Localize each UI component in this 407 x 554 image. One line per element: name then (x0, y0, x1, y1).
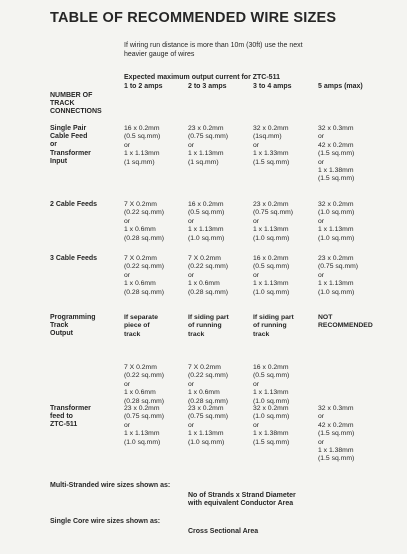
row-label-line: Transformer (50, 149, 91, 157)
row-label-line: Cable Feed (50, 133, 88, 141)
cell-line: or (188, 141, 195, 149)
cell-line: (0.5 sq.mm) (188, 209, 225, 217)
cell-line: 1 x 1.38mm (318, 447, 354, 455)
cell-line: or (188, 217, 195, 225)
cell-line: (1.0 sq.mm) (253, 397, 290, 405)
cell-line: 23 x 0.2mm (253, 201, 289, 208)
cell-line: (0.22 sq.mm) (188, 263, 229, 271)
cell-line: track (124, 330, 141, 338)
row-label-line: Track (50, 322, 69, 330)
row-label (50, 125, 91, 166)
cell-line: If siding part (253, 314, 294, 321)
cell-line: 1 x 0.6mm (188, 389, 220, 397)
column-header-2: 2 to 3 amps (188, 83, 227, 90)
row-label (50, 201, 97, 209)
cell-line: 1 x 0.6mm (124, 389, 156, 397)
cell-line: 1 x 1.13mm (318, 280, 354, 288)
row-label (50, 405, 91, 430)
cell-line: (1.0 sq.mm) (253, 288, 290, 296)
cell-line: track (253, 330, 270, 338)
cell-line: (0.75 sq.mm) (318, 263, 359, 271)
format-line: with equivalent Conductor Area (188, 500, 294, 508)
single-core-format: Cross Sectional Area (188, 528, 259, 535)
cell-line: 32 x 0.3mm (318, 405, 354, 412)
cell-line: (1 sq.mm) (124, 158, 155, 166)
table-cell (124, 364, 164, 406)
table-cell (253, 201, 293, 243)
cell-line: or (318, 133, 325, 141)
cell-line: (1.0 sq.mm) (318, 234, 355, 242)
row-label-line: 3 Cable Feeds (50, 255, 98, 262)
row-label-line: feed to (50, 413, 73, 421)
cell-line: (1 sq.mm) (188, 158, 219, 166)
cell-line: NOT (318, 314, 333, 321)
cell-line: (0.5 sq.mm) (124, 133, 161, 141)
cell-line: 7 X 0.2mm (188, 255, 221, 262)
cell-line: 16 x 0.2mm (124, 125, 160, 132)
cell-line: 32 x 0.3mm (318, 125, 354, 132)
cell-line: (1.0 sq.mm) (318, 288, 355, 296)
cell-line: 23 x 0.2mm (318, 255, 354, 262)
column-header-1: 1 to 2 amps (124, 83, 163, 90)
cell-line: (1.5 sq.mm) (318, 150, 355, 158)
table-cell (124, 255, 164, 297)
cell-line: or (318, 438, 325, 446)
cell-line: 1 x 0.6mm (188, 280, 220, 288)
cell-line: or (124, 421, 131, 429)
table-cell (188, 314, 229, 339)
multi-stranded-format (188, 492, 296, 508)
cell-line: 1 x 1.33mm (253, 150, 289, 158)
cell-line: (1.5 sq.mm) (318, 455, 355, 463)
table-cell (318, 255, 358, 297)
column-header-4: 5 amps (max) (318, 83, 363, 90)
cell-line: 7 X 0.2mm (124, 255, 157, 262)
cell-line: (0.22 sq.mm) (188, 372, 229, 380)
row-label-line: or (50, 141, 57, 149)
cell-line: 7 X 0.2mm (124, 364, 157, 371)
cell-line: (1.0 sq.mm) (253, 413, 290, 421)
table-cell (188, 255, 228, 297)
cell-line: If separate (124, 314, 159, 321)
cell-line: (0.28 sq.mm) (124, 234, 165, 242)
cell-line: 23 x 0.2mm (188, 405, 224, 412)
single-core-label: Single Core wire sizes shown as: (50, 518, 161, 525)
cell-line: of running (253, 322, 287, 330)
cell-line: or (253, 380, 260, 388)
cell-line: piece of (124, 322, 150, 330)
table-cell (124, 314, 158, 339)
cell-line: 16 x 0.2mm (253, 364, 289, 371)
cell-line: (0.75 sq.mm) (188, 133, 229, 141)
cell-line: or (124, 380, 131, 388)
cell-line: 1 x 0.6mm (124, 280, 156, 288)
cell-line: (1.0 sq.mm) (188, 234, 225, 242)
table-cell (318, 314, 373, 331)
expected-current-header: Expected maximum output current for ZTC-511 (124, 74, 280, 81)
table-cell (253, 314, 294, 339)
cell-line: or (253, 141, 260, 149)
multi-stranded-label: Multi-Stranded wire sizes shown as: (50, 482, 171, 489)
cell-line: 1 x 1.13mm (188, 226, 224, 234)
cell-line: or (253, 271, 260, 279)
table-cell (318, 201, 354, 243)
row-header-line: NUMBER OF (50, 92, 93, 99)
cell-line: 32 x 0.2mm (253, 405, 289, 412)
table-cell (318, 125, 354, 184)
cell-line: 1 x 1.13mm (253, 226, 289, 234)
table-cell (318, 405, 354, 464)
cell-line: track (188, 330, 205, 338)
cell-line: (0.75 sq.mm) (124, 413, 165, 421)
row-header-line: CONNECTIONS (50, 108, 102, 116)
table-cell (124, 125, 160, 167)
cell-line: 1 x 1.13mm (253, 280, 289, 288)
cell-line: 32 x 0.2mm (253, 125, 289, 132)
cell-line: or (188, 271, 195, 279)
cell-line: (1.0 sq.mm) (188, 438, 225, 446)
table-cell (188, 125, 228, 167)
cell-line: (0.5 sq.mm) (253, 263, 290, 271)
cell-line: or (318, 271, 325, 279)
table-cell (124, 201, 164, 243)
row-label-line: Input (50, 157, 68, 165)
cell-line: (0.22 sq.mm) (124, 372, 165, 380)
cell-line: or (318, 158, 325, 166)
row-label-line: Programming (50, 314, 96, 321)
cell-line: (0.28 sq.mm) (124, 288, 165, 296)
cell-line: or (253, 421, 260, 429)
cell-line: 1 x 1.13mm (124, 150, 160, 158)
cell-line: 16 x 0.2mm (253, 255, 289, 262)
row-label (50, 314, 96, 339)
cell-line: 42 x 0.2mm (318, 421, 354, 429)
table-cell (188, 201, 224, 243)
table-cell (253, 405, 289, 447)
table-cell (124, 405, 164, 447)
cell-line: (0.75 sq.mm) (188, 413, 229, 421)
cell-line: If siding part (188, 314, 229, 321)
cell-line: 1 x 1.13mm (253, 389, 289, 397)
cell-line: (1.0 sq.mm) (253, 234, 290, 242)
cell-line: (0.22 sq.mm) (124, 263, 165, 271)
row-label (50, 255, 97, 263)
cell-line: 1 x 0.6mm (124, 226, 156, 234)
cell-line: (1.0 sq.mm) (124, 438, 161, 446)
table-cell (188, 364, 228, 406)
cell-line: or (188, 380, 195, 388)
cell-line: 7 X 0.2mm (188, 364, 221, 371)
cell-line: (1.0 sq.mm) (318, 209, 355, 217)
cell-line: 32 x 0.2mm (318, 201, 354, 208)
cell-line: (1.5 sq.mm) (253, 158, 290, 166)
note-line: If wiring run distance is more than 10m (30ft) use the next (124, 42, 303, 49)
column-header-3: 3 to 4 amps (253, 83, 292, 90)
row-label-line: Single Pair (50, 125, 87, 132)
cell-line: 1 x 1.38mm (253, 430, 289, 438)
cell-line: (0.22 sq.mm) (124, 209, 165, 217)
cell-line: (1.5 sq.mm) (253, 438, 290, 446)
format-line: No of Strands x Strand Diameter (188, 492, 296, 499)
row-header (50, 92, 102, 117)
cell-line: or (253, 217, 260, 225)
cell-line: or (124, 217, 131, 225)
table-cell (253, 364, 289, 406)
cell-line: 42 x 0.2mm (318, 141, 354, 149)
cell-line: RECOMMENDED (318, 322, 373, 330)
cell-line: 23 x 0.2mm (188, 125, 224, 132)
cell-line: 1 x 1.13mm (318, 226, 354, 234)
cell-line: 1 x 1.13mm (188, 430, 224, 438)
cell-line: 1 x 1.38mm (318, 167, 354, 175)
distance-note (124, 41, 303, 59)
cell-line: (0.28 sq.mm) (188, 288, 229, 296)
cell-line: 7 X 0.2mm (124, 201, 157, 208)
cell-line: (0.75 sq.mm) (253, 209, 294, 217)
row-label-line: ZTC-511 (50, 421, 78, 429)
table-cell (253, 125, 289, 167)
cell-line: or (124, 141, 131, 149)
table-cell (253, 255, 289, 297)
page-title: TABLE OF RECOMMENDED WIRE SIZES (50, 10, 337, 26)
cell-line: of running (188, 322, 222, 330)
cell-line: 1 x 1.13mm (124, 430, 160, 438)
cell-line: or (318, 413, 325, 421)
cell-line: or (188, 421, 195, 429)
cell-line: 23 x 0.2mm (124, 405, 160, 412)
row-header-line: TRACK (50, 100, 75, 108)
cell-line: 1 x 1.13mm (188, 150, 224, 158)
cell-line: (0.28 sq.mm) (124, 397, 165, 405)
row-label-line: 2 Cable Feeds (50, 201, 98, 208)
cell-line: or (124, 271, 131, 279)
row-label-line: Transformer (50, 405, 91, 412)
row-label-line: Output (50, 330, 73, 338)
cell-line: (1.5 sq.mm) (318, 430, 355, 438)
cell-line: (0.5 sq.mm) (253, 372, 290, 380)
cell-line: (1sq.mm) (253, 133, 282, 141)
cell-line: (1.5 sq.mm) (318, 175, 355, 183)
table-cell (188, 405, 228, 447)
note-line: heavier gauge of wires (124, 51, 195, 58)
cell-line: 16 x 0.2mm (188, 201, 224, 208)
cell-line: or (318, 217, 325, 225)
cell-line: (0.28 sq.mm) (188, 397, 229, 405)
